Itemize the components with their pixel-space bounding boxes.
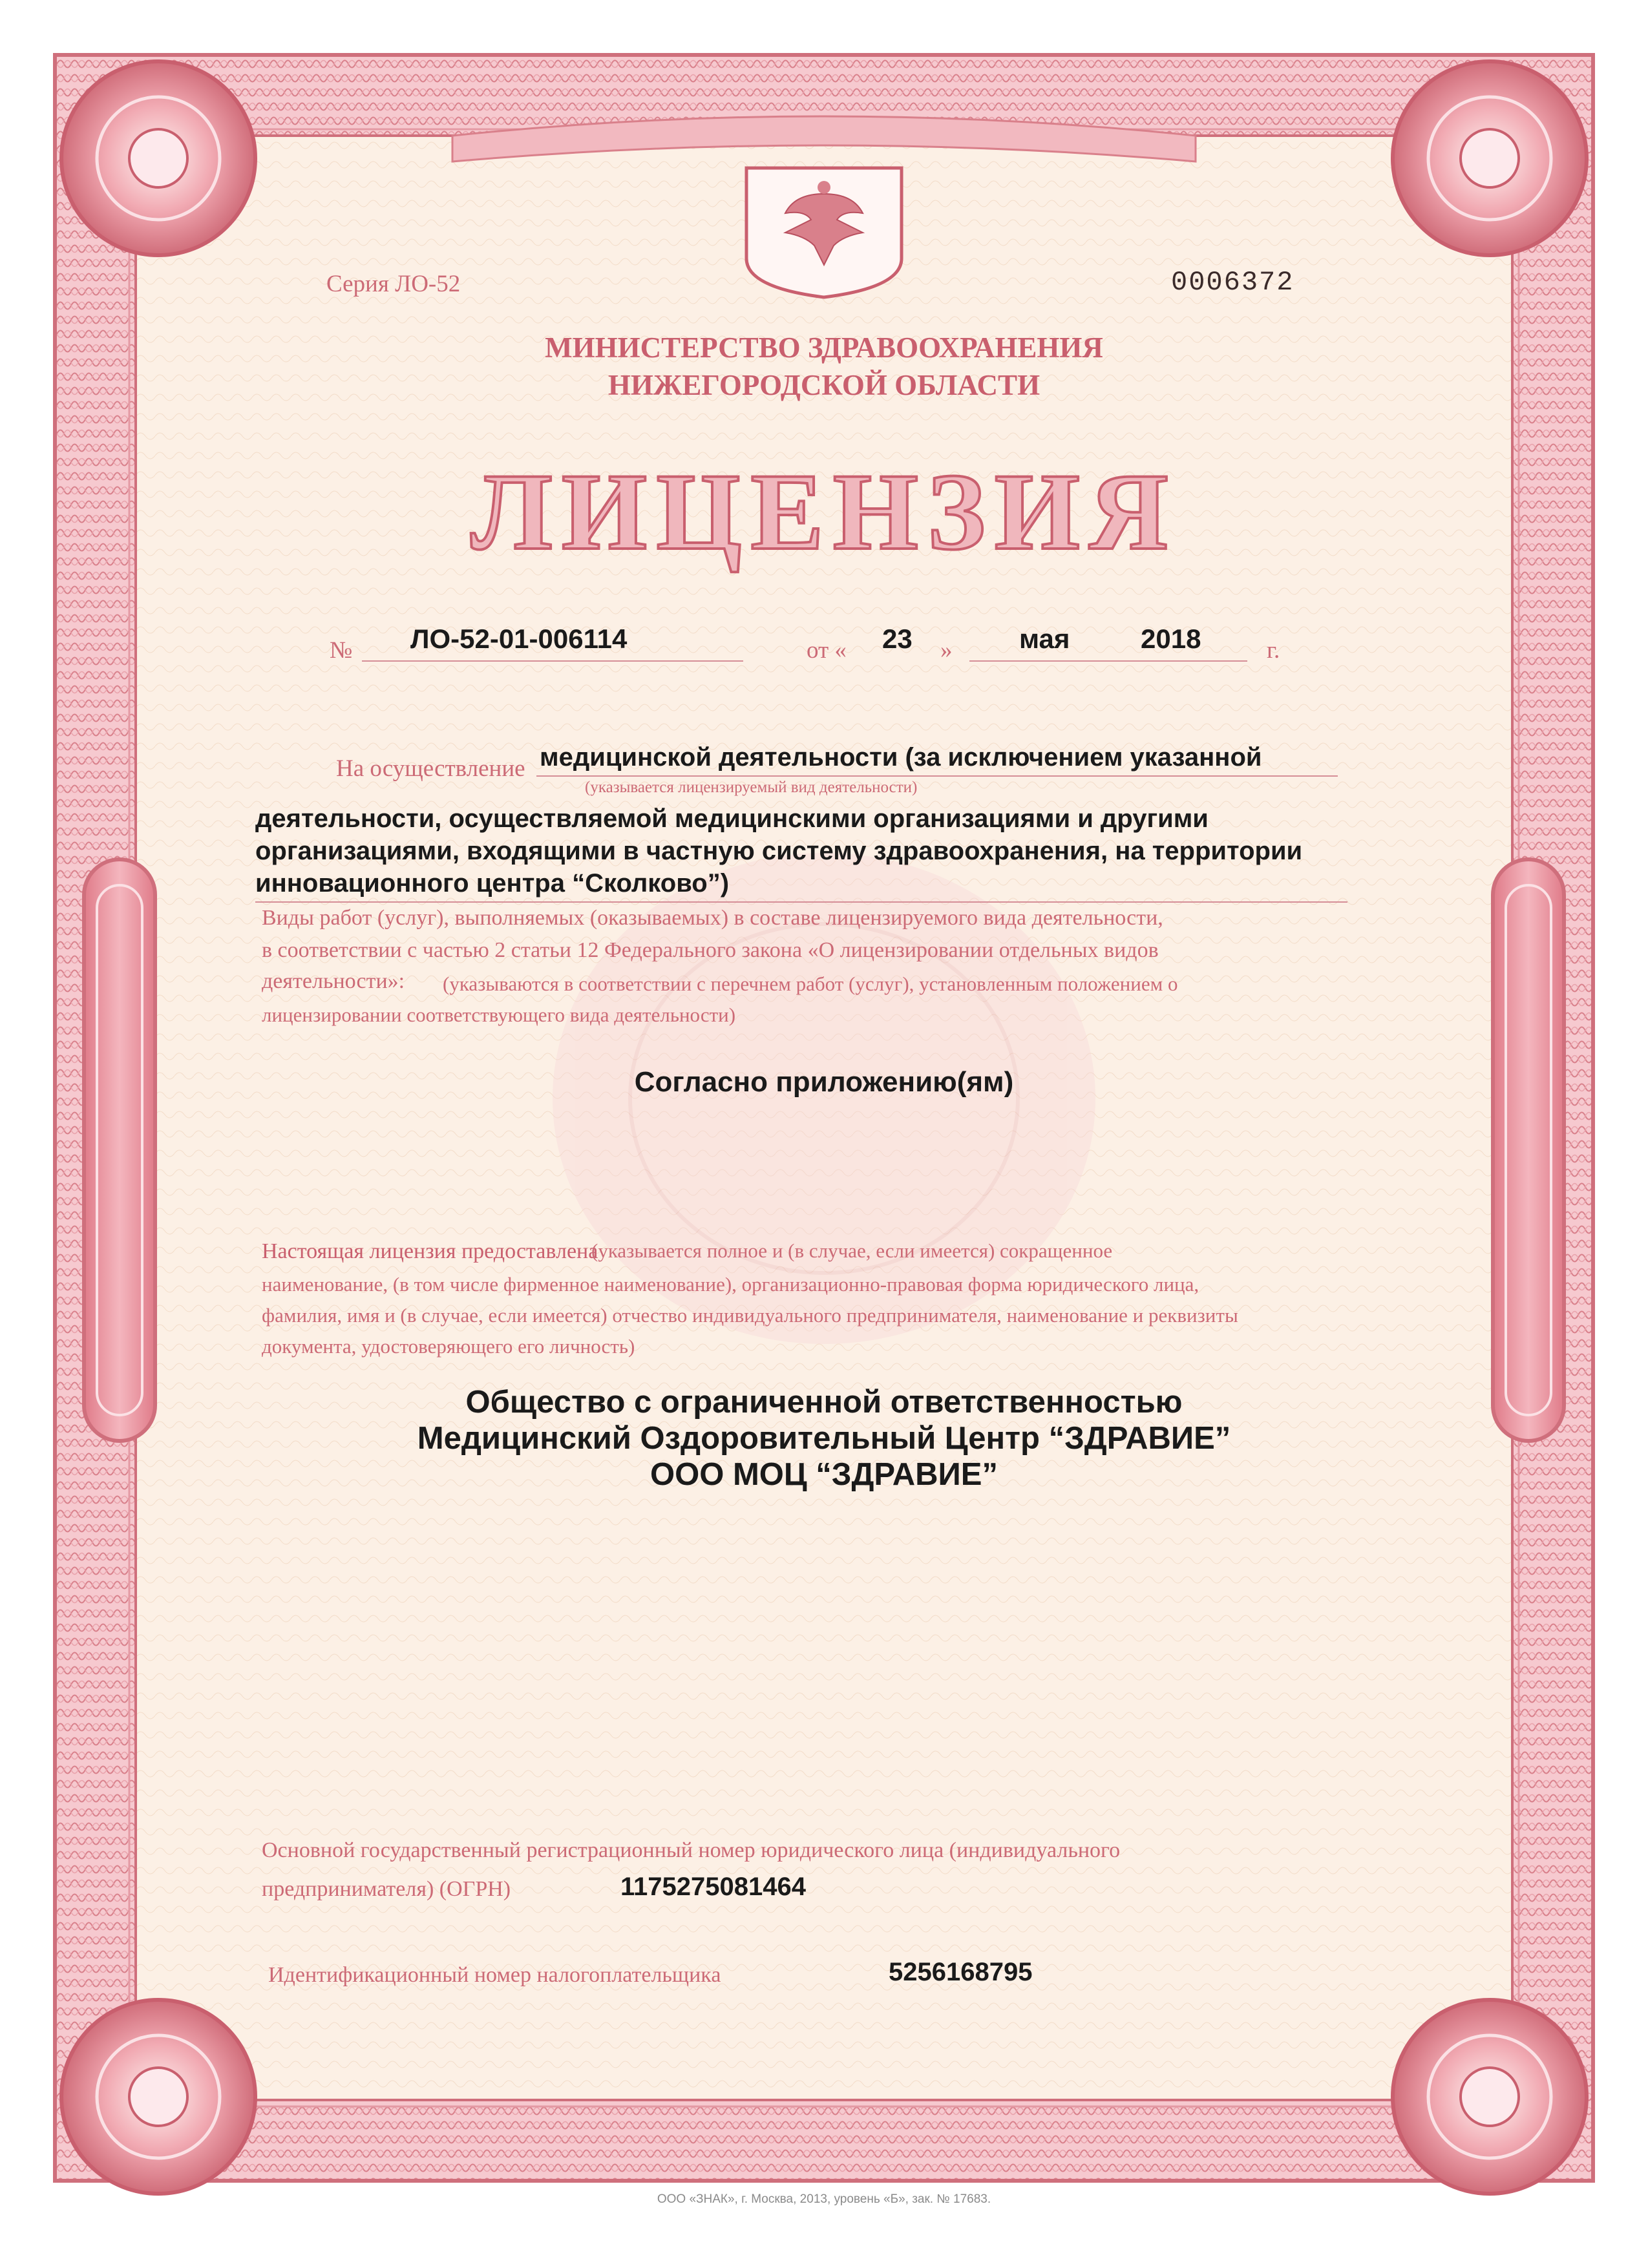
works-value: Согласно приложению(ям) <box>634 1066 1014 1098</box>
date-month: мая <box>1019 624 1070 654</box>
granted-line-4: документа, удостоверяющего его личность) <box>262 1335 635 1358</box>
date-close-quote: » <box>940 637 953 664</box>
granted-line-2: наименование, (в том числе фирменное наименование), организационно-правовая форма юридического лица, <box>262 1273 1199 1296</box>
date-year: 2018 <box>1141 624 1201 654</box>
activity-hint: (указывается лицензируемый вид деятельности) <box>585 779 918 796</box>
activity-line-3: организациями, входящими в частную систему здравоохранения, на территории <box>255 837 1303 865</box>
works-line-1: Виды работ (услуг), выполняемых (оказываемых) в составе лицензируемого вида деятельности, <box>262 906 1163 930</box>
coat-of-arms-icon <box>746 168 902 297</box>
org-name-line-3: ООО МОЦ “ЗДРАВИЕ” <box>650 1457 998 1492</box>
granted-line-3: фамилия, имя и (в случае, если имеется) отчество индивидуального предпринимателя, наименование и реквизиты <box>262 1304 1238 1327</box>
inn-value: 5256168795 <box>889 1958 1033 1986</box>
license-number-underline <box>362 660 743 662</box>
activity-underline-2 <box>255 901 1347 903</box>
works-line-3b: (указываются в соответствии с перечнем работ (услуг), установленным положением о <box>443 972 1178 995</box>
number-sign: № <box>330 637 353 664</box>
activity-line-2: деятельности, осуществляемой медицинскими организациями и другими <box>255 804 1209 833</box>
date-suffix: г. <box>1267 637 1280 664</box>
license-number: ЛО-52-01-006114 <box>410 624 628 654</box>
activity-line-4: инновационного центра “Сколково”) <box>255 869 730 898</box>
activity-line-1: медицинской деятельности (за исключением указанной <box>540 743 1262 772</box>
rosette-icon <box>1393 61 1587 255</box>
ogrn-value: 1175275081464 <box>620 1873 806 1901</box>
org-name-line-2: Медицинский Оздоровительный Центр “ЗДРАВИЕ” <box>417 1421 1231 1456</box>
inn-label: Идентификационный номер налогоплательщика <box>268 1963 721 1987</box>
works-line-4: лицензировании соответствующего вида деятельности) <box>262 1003 736 1026</box>
printer-note: ООО «ЗНАК», г. Москва, 2013, уровень «Б», зак. № 17683. <box>657 2192 991 2206</box>
date-day: 23 <box>882 624 913 654</box>
right-oval-ornament <box>1493 859 1564 1441</box>
blank-number: 0006372 <box>1171 267 1294 298</box>
date-from-label: от « <box>807 637 847 664</box>
ministry-line-1: МИНИСТЕРСТВО ЗДРАВООХРАНЕНИЯ <box>545 331 1103 364</box>
rosette-icon <box>1393 2000 1587 2194</box>
ogrn-label-line-2: предпринимателя) (ОГРН) <box>262 1877 511 1901</box>
rosette-icon <box>61 61 255 255</box>
page-title: ЛИЦЕНЗИЯ <box>470 451 1178 572</box>
left-oval-ornament <box>84 859 155 1441</box>
rosette-icon <box>61 2000 255 2194</box>
works-line-2: в соответствии с частью 2 статьи 12 Федерального закона «О лицензировании отдельных видов <box>262 938 1159 962</box>
granted-label: Настоящая лицензия предоставлена <box>262 1239 598 1263</box>
series-label: Серия ЛО-52 <box>326 271 461 297</box>
activity-label: На осуществление <box>336 755 525 782</box>
date-underline <box>969 660 1247 662</box>
ministry-line-2: НИЖЕГОРОДСКОЙ ОБЛАСТИ <box>607 369 1041 401</box>
granted-line-1-rest: (указывается полное и (в случае, если имеется) сокращенное <box>591 1239 1113 1262</box>
ogrn-label-line-1: Основной государственный регистрационный номер юридического лица (индивидуального <box>262 1838 1121 1862</box>
org-name-line-1: Общество с ограниченной ответственностью <box>465 1385 1183 1420</box>
works-line-3a: деятельности»: <box>262 969 405 993</box>
activity-underline-1 <box>536 775 1338 777</box>
